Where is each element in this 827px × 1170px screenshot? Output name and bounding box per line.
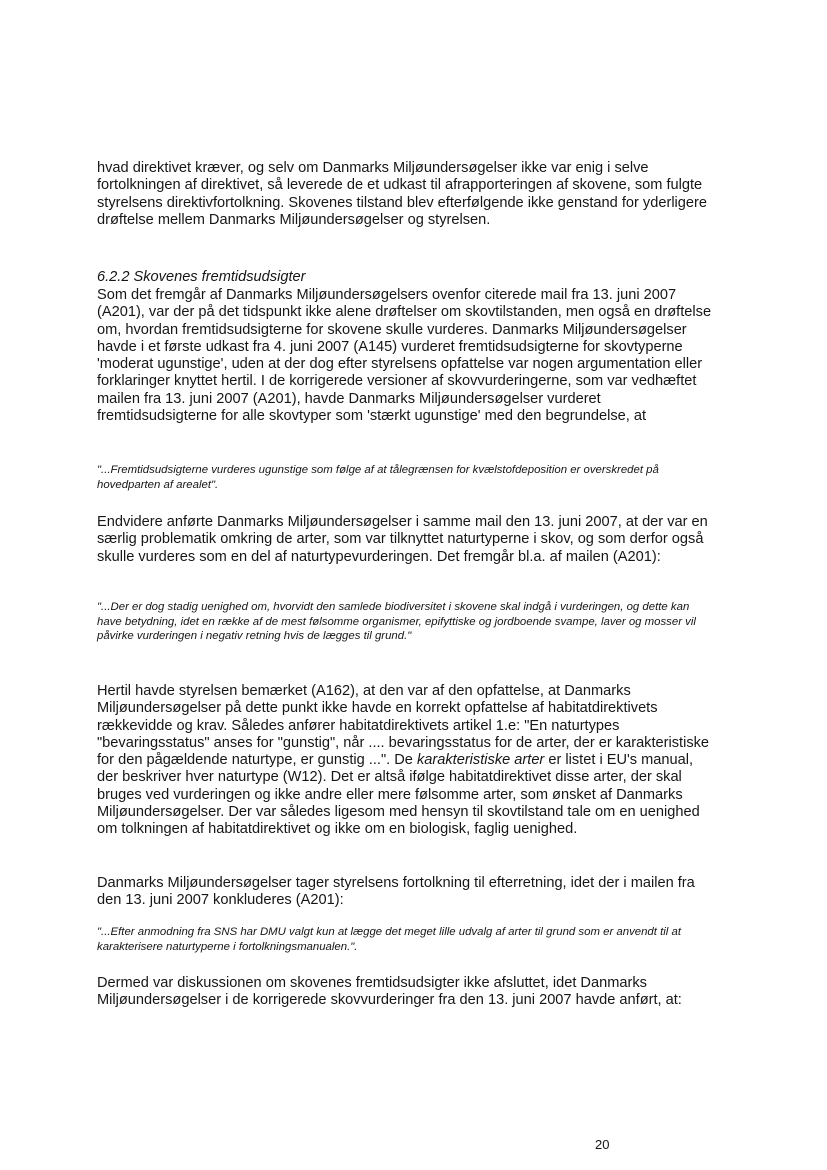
page-number: 20 (595, 1137, 610, 1152)
paragraph-future-outlook: Som det fremgår af Danmarks Miljøundersøgelsers ovenfor citerede mail fra 13. juni 2007 (A201), var der på det tidspunkt ikke alene drøftelser om skovtilstanden, men også en drøftelse om, hvordan fremtidsudsigterne for skovene skulle vurderes. Danmarks Miljøundersøgelser havde i et første udkast fra 4. juni 2007 (A145) vurderet fremtidsudsigterne for skovtyperne 'moderat ugunstige', uden at der dog efter styrelsens opfattelse var nogen argumentation eller forklaringer knyttet hertil. I de korrigerede versioner af skovvurderingerne, som var vedhæftet mailen fra 13. juni 2007 (A201), havde Danmarks Miljøundersøgelser vurderet fremtidsudsigterne for alle skovtyper som 'stærkt ugunstige' med den begrundelse, at (97, 287, 712, 425)
quote-nitrogen-deposition: "...Fremtidsudsigterne vurderes ugunstige som følge af at tålegrænsen for kvælstofdeposition er overskredet på hovedparten af arealet". (97, 464, 659, 491)
section-heading: 6.2.2 Skovenes fremtidsudsigter (97, 269, 306, 285)
paragraph-habitat-directive-part-1: Hertil havde styrelsen bemærket (A162), at den var af den opfattelse, at Danmarks Miljøundersøgelser på dette punkt ikke havde en korrekt opfattelse af habitatdirektivets rækkevidde og krav. Således anfører habitatdirektivets artikel 1.e: "En naturtypes "bevaringsstatus" anses for "gunstig", når .... bevaringsstatus for de arter, der er karakteristiske for den pågældende naturtype, er gunstig ...". De (97, 683, 710, 769)
quote-biodiversity: "...Der er dog stadig uenighed om, hvorvidt den samlede biodiversitet i skovene skal indgå i vurderingen, og dette kan have betydning, idet en række af de mest følsomme organismer, epifyttiske og jordboende svampe, laver og mosser vil påvirke vurderingen i negativ retning hvis de lægges til grund." (97, 601, 696, 643)
characteristic-species-term: karakteristiske arter (416, 752, 545, 769)
paragraph-intro: hvad direktivet kræver, og selv om Danmarks Miljøundersøgelser ikke var enig i selve fortolkningen af direktivet, så leverede de et udkast til afrapporteringen af skovene, som fulgte styrelsens direktivfortolkning. Skovenes tilstand blev efterfølgende ikke genstand for yderligere drøftelse mellem Danmarks Miljøundersøgelser og styrelsen. (97, 160, 708, 228)
paragraph-habitat-directive (97, 683, 717, 839)
paragraph-conclusion: Dermed var diskussionen om skovenes fremtidsudsigter ikke afsluttet, idet Danmarks Miljøundersøgelser i de korrigerede skovvurderinger fra den 13. juni 2007 havde anført, at: (97, 975, 682, 1009)
paragraph-habitat-directive-part-2: er listet i EU's manual, der beskriver hver naturtype (W12). Det er altså ifølge habitatdirektivet disse arter, der skal bruges ved vurderingen og ikke andre eller mere følsomme arter, som ønsket af Danmarks Miljøundersøgelser. Der var således ligesom med hensyn til skovtilstand tale om en uenighed om tolkningen af habitatdirektivet og ikke om en biologisk, faglig uenighed. (97, 752, 700, 838)
quote-species-selection: "...Efter anmodning fra SNS har DMU valgt kun at lægge det meget lille udvalg af arter til grund som er anvendt til at karakterisere naturtyperne i fortolkningsmanualen.". (97, 926, 681, 953)
paragraph-species-issue: Endvidere anførte Danmarks Miljøundersøgelser i samme mail den 13. juni 2007, at der var en særlig problematik omkring de arter, som var tilknyttet naturtyperne i skov, og som derfor også skulle vurderes som en del af naturtypevurderingen. Det fremgår bl.a. af mailen (A201): (97, 514, 708, 565)
paragraph-dmu-accepts: Danmarks Miljøundersøgelser tager styrelsens fortolkning til efterretning, idet der i mailen fra den 13. juni 2007 konkluderes (A201): (97, 875, 695, 909)
